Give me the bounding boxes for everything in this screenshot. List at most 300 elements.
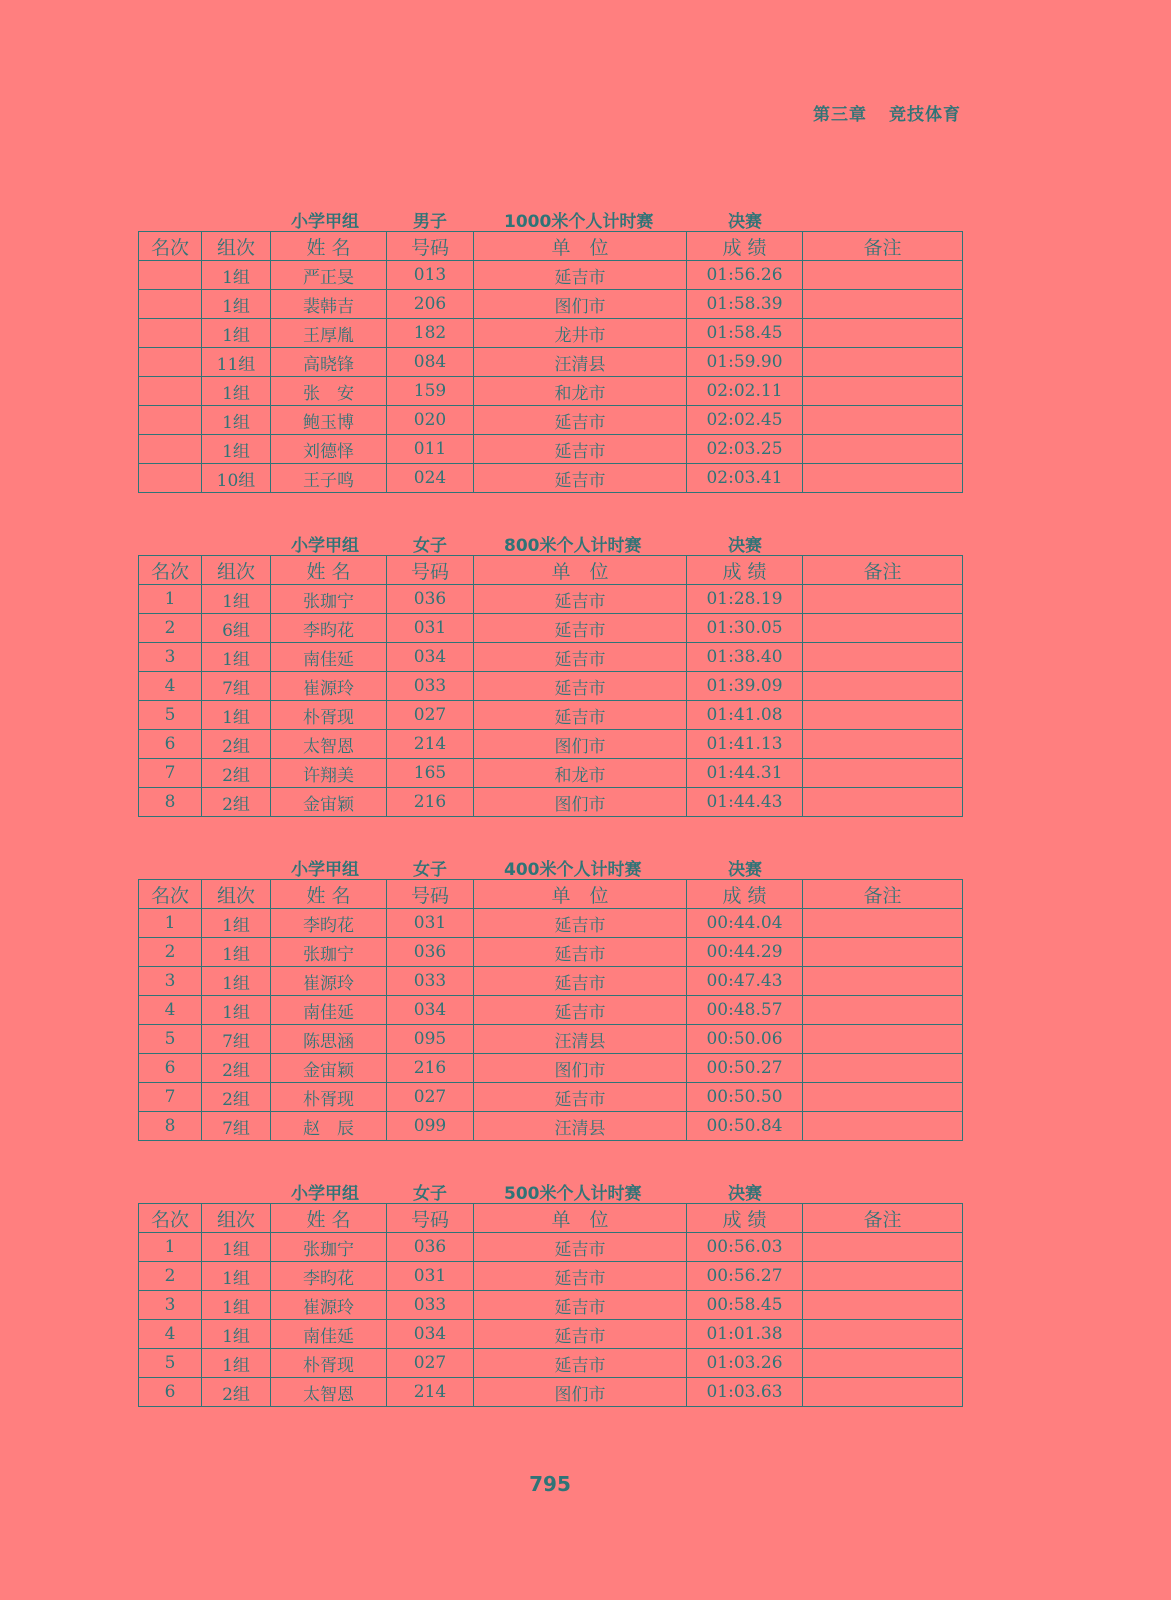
- table-cell: 朴胥现: [271, 1349, 387, 1378]
- column-header: 单 位: [474, 880, 687, 909]
- gender-label: 女子: [413, 536, 447, 556]
- table-cell: 033: [387, 672, 474, 701]
- table-cell: 00:50.50: [687, 1083, 803, 1112]
- table-header-row: [139, 232, 963, 261]
- table-cell: 图们市: [474, 1054, 687, 1083]
- column-header: 姓 名: [271, 1204, 387, 1233]
- table-cell: [139, 348, 202, 377]
- results-table: [138, 1203, 963, 1407]
- table-cell: 031: [387, 909, 474, 938]
- column-header: 组次: [202, 1204, 271, 1233]
- table-cell: 7: [139, 759, 202, 788]
- table-cell: 王厚胤: [271, 319, 387, 348]
- table-row: [139, 759, 963, 788]
- table-cell: 高晓锋: [271, 348, 387, 377]
- table-cell: 1组: [202, 967, 271, 996]
- table-cell: 027: [387, 1349, 474, 1378]
- table-cell: 159: [387, 377, 474, 406]
- table-cell: 084: [387, 348, 474, 377]
- table-cell: [139, 290, 202, 319]
- table-cell: [803, 1349, 963, 1378]
- table-cell: 汪清县: [474, 1112, 687, 1141]
- table-cell: 延吉市: [474, 996, 687, 1025]
- table-cell: 金宙颖: [271, 1054, 387, 1083]
- table-cell: 1组: [202, 377, 271, 406]
- table-cell: [803, 435, 963, 464]
- table-row: [139, 464, 963, 493]
- table-row: [139, 909, 963, 938]
- table-cell: 朴胥现: [271, 701, 387, 730]
- table-header-row: [139, 880, 963, 909]
- table-cell: 01:41.08: [687, 701, 803, 730]
- table-cell: 7组: [202, 1112, 271, 1141]
- table-cell: 02:02.11: [687, 377, 803, 406]
- results-section: [138, 1179, 962, 1407]
- table-cell: [803, 406, 963, 435]
- table-cell: 216: [387, 1054, 474, 1083]
- table-cell: 7: [139, 1083, 202, 1112]
- table-cell: 020: [387, 406, 474, 435]
- gender-label: 女子: [413, 1184, 447, 1204]
- table-cell: 图们市: [474, 290, 687, 319]
- table-cell: 2组: [202, 1378, 271, 1407]
- table-cell: 01:38.40: [687, 643, 803, 672]
- table-cell: 013: [387, 261, 474, 290]
- table-cell: 01:03.63: [687, 1378, 803, 1407]
- table-cell: [803, 672, 963, 701]
- table-cell: 5: [139, 1349, 202, 1378]
- table-cell: 8: [139, 1112, 202, 1141]
- table-cell: 034: [387, 996, 474, 1025]
- column-header: 单 位: [474, 556, 687, 585]
- event-label: 400米个人计时赛: [504, 860, 642, 880]
- column-header: 名次: [139, 1204, 202, 1233]
- table-cell: [803, 1320, 963, 1349]
- stage-label: 决赛: [728, 212, 762, 232]
- table-cell: 延吉市: [474, 938, 687, 967]
- table-cell: [803, 464, 963, 493]
- results-section: [138, 855, 962, 1141]
- results-section: [138, 207, 962, 493]
- table-cell: 6: [139, 1378, 202, 1407]
- table-cell: 延吉市: [474, 261, 687, 290]
- table-cell: 165: [387, 759, 474, 788]
- table-cell: 2组: [202, 788, 271, 817]
- column-header: 备注: [803, 880, 963, 909]
- table-cell: [803, 1291, 963, 1320]
- table-cell: 4: [139, 1320, 202, 1349]
- table-cell: 图们市: [474, 1378, 687, 1407]
- table-cell: 张珈宁: [271, 938, 387, 967]
- table-cell: 延吉市: [474, 967, 687, 996]
- table-cell: [803, 1112, 963, 1141]
- table-row: [139, 643, 963, 672]
- table-cell: 00:47.43: [687, 967, 803, 996]
- table-cell: 02:02.45: [687, 406, 803, 435]
- table-cell: 汪清县: [474, 348, 687, 377]
- table-cell: 赵 辰: [271, 1112, 387, 1141]
- table-cell: 034: [387, 643, 474, 672]
- table-cell: 214: [387, 730, 474, 759]
- table-cell: 延吉市: [474, 701, 687, 730]
- table-cell: 01:56.26: [687, 261, 803, 290]
- table-cell: 099: [387, 1112, 474, 1141]
- column-header: 名次: [139, 556, 202, 585]
- table-row: [139, 1025, 963, 1054]
- table-cell: 延吉市: [474, 406, 687, 435]
- table-cell: 延吉市: [474, 1233, 687, 1262]
- table-cell: 3: [139, 1291, 202, 1320]
- table-cell: [803, 1262, 963, 1291]
- table-cell: 00:48.57: [687, 996, 803, 1025]
- age-group-label: 小学甲组: [291, 536, 359, 556]
- table-cell: 张珈宁: [271, 585, 387, 614]
- results-section: [138, 531, 962, 817]
- table-cell: 01:28.19: [687, 585, 803, 614]
- table-row: [139, 730, 963, 759]
- table-row: [139, 1262, 963, 1291]
- table-cell: [803, 1054, 963, 1083]
- table-cell: [803, 1083, 963, 1112]
- table-cell: 00:50.06: [687, 1025, 803, 1054]
- table-cell: 027: [387, 701, 474, 730]
- table-cell: 太智恩: [271, 1378, 387, 1407]
- column-header: 备注: [803, 1204, 963, 1233]
- stage-label: 决赛: [728, 1184, 762, 1204]
- table-cell: 036: [387, 585, 474, 614]
- table-cell: 182: [387, 319, 474, 348]
- table-cell: 2: [139, 938, 202, 967]
- table-cell: [803, 319, 963, 348]
- gender-label: 男子: [413, 212, 447, 232]
- table-cell: 图们市: [474, 788, 687, 817]
- table-row: [139, 938, 963, 967]
- table-cell: [803, 730, 963, 759]
- page-number: 795: [529, 1472, 571, 1496]
- table-cell: 033: [387, 967, 474, 996]
- table-cell: 2组: [202, 1083, 271, 1112]
- table-cell: 01:41.13: [687, 730, 803, 759]
- table-cell: 1组: [202, 290, 271, 319]
- table-row: [139, 1054, 963, 1083]
- table-cell: 3: [139, 967, 202, 996]
- table-row: [139, 1349, 963, 1378]
- table-row: [139, 319, 963, 348]
- table-cell: 206: [387, 290, 474, 319]
- results-table: [138, 879, 963, 1141]
- table-cell: 张 安: [271, 377, 387, 406]
- column-header: 单 位: [474, 1204, 687, 1233]
- table-cell: 张珈宁: [271, 1233, 387, 1262]
- table-cell: 00:44.04: [687, 909, 803, 938]
- table-row: [139, 996, 963, 1025]
- table-row: [139, 290, 963, 319]
- table-row: [139, 1320, 963, 1349]
- table-cell: 6组: [202, 614, 271, 643]
- table-cell: 1组: [202, 406, 271, 435]
- table-cell: 龙井市: [474, 319, 687, 348]
- table-cell: 024: [387, 464, 474, 493]
- age-group-label: 小学甲组: [291, 1184, 359, 1204]
- table-cell: 01:58.45: [687, 319, 803, 348]
- table-cell: [139, 406, 202, 435]
- table-cell: 1组: [202, 1233, 271, 1262]
- table-cell: 1组: [202, 909, 271, 938]
- table-cell: 刘德怿: [271, 435, 387, 464]
- column-header: 姓 名: [271, 232, 387, 261]
- table-row: [139, 261, 963, 290]
- section-label: 竞技体育: [889, 105, 961, 125]
- table-cell: 1组: [202, 585, 271, 614]
- section-title: [138, 855, 962, 879]
- table-cell: 00:50.84: [687, 1112, 803, 1141]
- table-cell: 许翔美: [271, 759, 387, 788]
- table-cell: 01:30.05: [687, 614, 803, 643]
- table-cell: 01:03.26: [687, 1349, 803, 1378]
- table-cell: 01:44.31: [687, 759, 803, 788]
- table-cell: 011: [387, 435, 474, 464]
- table-cell: 延吉市: [474, 1320, 687, 1349]
- table-cell: 崔源玲: [271, 967, 387, 996]
- section-title: [138, 1179, 962, 1203]
- table-cell: 李昀花: [271, 1262, 387, 1291]
- table-cell: 01:44.43: [687, 788, 803, 817]
- table-cell: [803, 909, 963, 938]
- table-cell: 00:56.03: [687, 1233, 803, 1262]
- table-cell: 图们市: [474, 730, 687, 759]
- table-cell: 李昀花: [271, 614, 387, 643]
- table-cell: 027: [387, 1083, 474, 1112]
- table-cell: 00:50.27: [687, 1054, 803, 1083]
- table-cell: 太智恩: [271, 730, 387, 759]
- table-row: [139, 1083, 963, 1112]
- table-cell: 095: [387, 1025, 474, 1054]
- chapter-label: 第三章: [813, 105, 867, 125]
- table-cell: 1组: [202, 996, 271, 1025]
- table-cell: 031: [387, 614, 474, 643]
- table-cell: [139, 377, 202, 406]
- table-cell: 南佳延: [271, 996, 387, 1025]
- column-header: 姓 名: [271, 556, 387, 585]
- age-group-label: 小学甲组: [291, 860, 359, 880]
- table-cell: 1组: [202, 1262, 271, 1291]
- event-label: 500米个人计时赛: [504, 1184, 642, 1204]
- table-cell: 1: [139, 585, 202, 614]
- table-cell: 延吉市: [474, 643, 687, 672]
- table-cell: 01:01.38: [687, 1320, 803, 1349]
- table-cell: 01:39.09: [687, 672, 803, 701]
- table-cell: 1组: [202, 1291, 271, 1320]
- table-cell: 汪清县: [474, 1025, 687, 1054]
- table-cell: [803, 614, 963, 643]
- table-cell: [139, 261, 202, 290]
- table-cell: [803, 1233, 963, 1262]
- table-cell: [803, 1378, 963, 1407]
- table-cell: [803, 759, 963, 788]
- table-row: [139, 672, 963, 701]
- results-table: [138, 231, 963, 493]
- results-table: [138, 555, 963, 817]
- table-cell: 8: [139, 788, 202, 817]
- stage-label: 决赛: [728, 860, 762, 880]
- table-cell: 1组: [202, 435, 271, 464]
- table-cell: 01:58.39: [687, 290, 803, 319]
- table-cell: 南佳延: [271, 643, 387, 672]
- column-header: 号码: [387, 556, 474, 585]
- table-cell: 031: [387, 1262, 474, 1291]
- table-cell: 5: [139, 1025, 202, 1054]
- table-cell: 02:03.25: [687, 435, 803, 464]
- table-row: [139, 1112, 963, 1141]
- table-cell: 延吉市: [474, 614, 687, 643]
- table-cell: 7组: [202, 1025, 271, 1054]
- column-header: 成 绩: [687, 556, 803, 585]
- table-cell: 10组: [202, 464, 271, 493]
- table-cell: 金宙颖: [271, 788, 387, 817]
- column-header: 单 位: [474, 232, 687, 261]
- table-cell: 1组: [202, 1320, 271, 1349]
- table-cell: 1组: [202, 643, 271, 672]
- table-cell: 216: [387, 788, 474, 817]
- table-cell: 2: [139, 614, 202, 643]
- table-cell: 延吉市: [474, 672, 687, 701]
- table-cell: 延吉市: [474, 464, 687, 493]
- table-cell: 6: [139, 1054, 202, 1083]
- table-cell: [803, 967, 963, 996]
- table-cell: 朴胥现: [271, 1083, 387, 1112]
- running-header: [813, 100, 961, 125]
- table-cell: 王子鸣: [271, 464, 387, 493]
- table-cell: 崔源玲: [271, 672, 387, 701]
- table-cell: 01:59.90: [687, 348, 803, 377]
- event-label: 800米个人计时赛: [504, 536, 642, 556]
- table-cell: 严正旻: [271, 261, 387, 290]
- table-cell: [803, 261, 963, 290]
- table-cell: 延吉市: [474, 1349, 687, 1378]
- table-cell: 和龙市: [474, 377, 687, 406]
- table-cell: 1组: [202, 701, 271, 730]
- table-cell: 1组: [202, 261, 271, 290]
- column-header: 号码: [387, 232, 474, 261]
- table-cell: 1: [139, 1233, 202, 1262]
- table-row: [139, 788, 963, 817]
- table-cell: 036: [387, 1233, 474, 1262]
- table-cell: 延吉市: [474, 1262, 687, 1291]
- table-cell: 6: [139, 730, 202, 759]
- table-cell: 033: [387, 1291, 474, 1320]
- table-cell: 036: [387, 938, 474, 967]
- column-header: 名次: [139, 232, 202, 261]
- table-cell: [803, 377, 963, 406]
- stage-label: 决赛: [728, 536, 762, 556]
- table-cell: 陈思涵: [271, 1025, 387, 1054]
- table-cell: 3: [139, 643, 202, 672]
- column-header: 成 绩: [687, 232, 803, 261]
- age-group-label: 小学甲组: [291, 212, 359, 232]
- column-header: 备注: [803, 232, 963, 261]
- section-title: [138, 207, 962, 231]
- table-cell: [803, 996, 963, 1025]
- event-label: 1000米个人计时赛: [504, 212, 654, 232]
- table-cell: 4: [139, 672, 202, 701]
- table-cell: 南佳延: [271, 1320, 387, 1349]
- table-cell: 裴韩吉: [271, 290, 387, 319]
- table-cell: 延吉市: [474, 585, 687, 614]
- table-cell: [139, 464, 202, 493]
- table-cell: [803, 643, 963, 672]
- table-cell: 00:56.27: [687, 1262, 803, 1291]
- table-cell: [803, 701, 963, 730]
- column-header: 姓 名: [271, 880, 387, 909]
- table-cell: 和龙市: [474, 759, 687, 788]
- table-cell: [803, 585, 963, 614]
- table-cell: 1组: [202, 938, 271, 967]
- table-cell: 5: [139, 701, 202, 730]
- table-row: [139, 585, 963, 614]
- table-cell: 1组: [202, 319, 271, 348]
- table-cell: [803, 290, 963, 319]
- column-header: 成 绩: [687, 880, 803, 909]
- table-cell: 延吉市: [474, 435, 687, 464]
- column-header: 组次: [202, 556, 271, 585]
- section-title: [138, 531, 962, 555]
- table-cell: [803, 788, 963, 817]
- table-cell: 1: [139, 909, 202, 938]
- table-row: [139, 701, 963, 730]
- table-row: [139, 435, 963, 464]
- table-cell: 11组: [202, 348, 271, 377]
- table-cell: 00:44.29: [687, 938, 803, 967]
- column-header: 号码: [387, 1204, 474, 1233]
- table-row: [139, 1233, 963, 1262]
- table-cell: 02:03.41: [687, 464, 803, 493]
- table-cell: 034: [387, 1320, 474, 1349]
- table-cell: 延吉市: [474, 909, 687, 938]
- column-header: 组次: [202, 880, 271, 909]
- table-row: [139, 348, 963, 377]
- table-cell: 延吉市: [474, 1291, 687, 1320]
- table-cell: 4: [139, 996, 202, 1025]
- table-cell: 鲍玉博: [271, 406, 387, 435]
- table-cell: 2组: [202, 759, 271, 788]
- table-cell: 延吉市: [474, 1083, 687, 1112]
- table-row: [139, 1291, 963, 1320]
- table-cell: 李昀花: [271, 909, 387, 938]
- column-header: 名次: [139, 880, 202, 909]
- table-row: [139, 967, 963, 996]
- table-cell: [803, 348, 963, 377]
- table-cell: 2: [139, 1262, 202, 1291]
- table-cell: [139, 435, 202, 464]
- table-cell: 崔源玲: [271, 1291, 387, 1320]
- gender-label: 女子: [413, 860, 447, 880]
- table-cell: [803, 1025, 963, 1054]
- table-cell: 2组: [202, 1054, 271, 1083]
- table-row: [139, 377, 963, 406]
- column-header: 组次: [202, 232, 271, 261]
- table-row: [139, 406, 963, 435]
- table-cell: 00:58.45: [687, 1291, 803, 1320]
- column-header: 成 绩: [687, 1204, 803, 1233]
- table-header-row: [139, 1204, 963, 1233]
- table-cell: 2组: [202, 730, 271, 759]
- table-cell: [803, 938, 963, 967]
- table-cell: 214: [387, 1378, 474, 1407]
- table-row: [139, 614, 963, 643]
- table-cell: [139, 319, 202, 348]
- table-row: [139, 1378, 963, 1407]
- table-cell: 1组: [202, 1349, 271, 1378]
